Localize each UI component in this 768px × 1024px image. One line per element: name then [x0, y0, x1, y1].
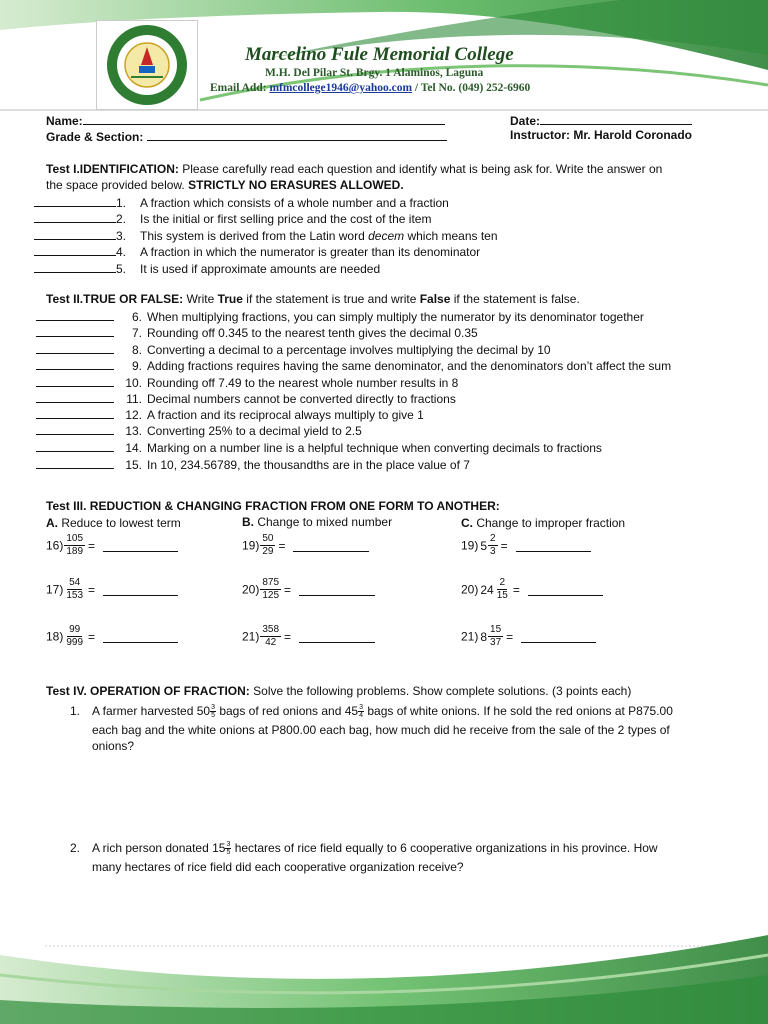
denominator: 999 [66, 637, 84, 648]
problem-1-frac-1 [210, 704, 216, 719]
item-number: 8. [131, 343, 142, 357]
item-number: 9. [131, 359, 142, 373]
col-b-letter: B. [242, 515, 254, 529]
problem-number: 16) [46, 538, 64, 553]
item-number: 15. [125, 458, 142, 472]
col-c-label: Change to improper fraction [476, 516, 626, 530]
numerator: 358 [262, 624, 280, 635]
answer-blank[interactable] [36, 390, 114, 403]
tel-number: / Tel No. (049) 252-6960 [414, 82, 531, 94]
problem-2-frac [225, 841, 231, 856]
college-address: M.H. Del Pilar St. Brgy. 1 Alaminos, Laguna [265, 67, 484, 79]
answer-blank[interactable] [521, 630, 596, 643]
problem-2 [70, 841, 658, 856]
conversion-problem [46, 624, 178, 649]
test2-item [36, 324, 478, 340]
col-a-header [46, 516, 181, 530]
item-text: Adding fractions requires having the same denominator, and the denominators don’t affect the sum [147, 359, 672, 373]
answer-blank[interactable] [36, 374, 114, 387]
item-text: A fraction which consists of a whole number and a fraction [140, 196, 449, 210]
test2-title: Test II.TRUE OR FALSE: [46, 292, 184, 306]
problem-number: 19) [242, 538, 260, 553]
denominator: 42 [265, 637, 277, 648]
item-number: 4. [116, 245, 127, 259]
test1-instr-b: the space provided below. [46, 178, 185, 192]
test2-item [36, 456, 470, 472]
col-a-letter: A. [46, 516, 58, 530]
item-text: Is the initial or first selling price and the cost of the item [140, 212, 432, 226]
test1-item [34, 210, 431, 226]
college-seal [96, 20, 198, 110]
email-link[interactable]: mfmcollege1946@yahoo.com [269, 82, 413, 94]
problem-1-text-c: bags of white onions. If he sold the red onions at P875.00 [367, 704, 673, 718]
item-text: Marking on a number line is a helpful technique when converting decimals to fractions [147, 441, 602, 455]
col-b-label: Change to mixed number [257, 515, 393, 529]
problem-1-frac-2-num: 3 [359, 704, 363, 712]
denominator: 125 [262, 590, 280, 601]
item-text: A fraction in which the numerator is greater than its denominator [140, 245, 481, 259]
item-number: 13. [125, 424, 142, 438]
answer-blank[interactable] [103, 630, 178, 643]
item-tail: which means ten [407, 229, 498, 243]
problem-1-frac-2 [358, 704, 364, 719]
conversion-problem [46, 533, 178, 558]
name-label: Name: [46, 114, 83, 128]
answer-blank[interactable] [516, 539, 591, 552]
denominator: 29 [262, 546, 274, 557]
answer-blank[interactable] [34, 227, 116, 240]
answer-blank[interactable] [36, 324, 114, 337]
test2-false-word: False [419, 292, 451, 306]
item-text: In 10, 234.56789, the thousandths are in the place value of 7 [147, 458, 470, 472]
col-c-header [461, 516, 625, 530]
equals-sign: = [284, 582, 292, 597]
item-text: Decimal numbers cannot be converted directly to fractions [147, 392, 456, 406]
numerator: 15 [490, 624, 502, 635]
denominator: 3 [490, 546, 496, 557]
test2-item [36, 390, 456, 406]
test2-instr-a: Write [186, 292, 215, 306]
problem-1-number: 1. [70, 704, 81, 718]
numerator: 50 [262, 533, 274, 544]
numerator: 2 [499, 577, 506, 588]
answer-blank[interactable] [34, 194, 116, 207]
denominator: 37 [490, 637, 502, 648]
test2-item [36, 439, 602, 455]
item-number: 12. [125, 408, 142, 422]
conversion-problem [461, 577, 603, 602]
answer-blank[interactable] [36, 357, 114, 370]
problem-1-frac-2-den: 4 [359, 712, 363, 720]
test2-instr-c: if the statement is false. [453, 292, 580, 306]
item-number: 6. [131, 310, 142, 324]
answer-blank[interactable] [299, 630, 375, 643]
test2-item [36, 357, 671, 373]
test2-item [36, 341, 551, 357]
test1-title: Test I.IDENTIFICATION: [46, 162, 179, 176]
item-number: 14. [125, 441, 142, 455]
problem-number: 18) [46, 629, 64, 644]
test3-title: Test III. REDUCTION & CHANGING FRACTION FROM ONE FORM TO ANOTHER: [46, 499, 500, 513]
problem-number: 19) [461, 538, 479, 553]
equals-sign: = [500, 538, 508, 553]
problem-number: 20) [242, 582, 260, 597]
answer-blank[interactable] [34, 210, 116, 223]
fraction [64, 533, 85, 558]
answer-blank[interactable] [36, 439, 114, 452]
col-b-header [242, 515, 392, 529]
problem-1-frac-1-den: 5 [211, 712, 215, 720]
conversion-problem [242, 624, 375, 649]
fraction [260, 624, 281, 649]
problem-1-text-a: A farmer harvested 50 [92, 704, 211, 718]
answer-blank[interactable] [36, 406, 114, 419]
numerator: 875 [262, 577, 280, 588]
conversion-problem [461, 533, 591, 558]
denominator: 153 [66, 590, 84, 601]
problem-number: 20) [461, 582, 479, 597]
answer-blank[interactable] [36, 341, 114, 354]
test4-instr: Solve the following problems. Show complete solutions. (3 points each) [253, 684, 632, 698]
problem-number: 21) [242, 629, 260, 644]
problem-1-text-b: bags of red onions and 45 [219, 704, 359, 718]
item-text: A fraction and its reciprocal always multiply to give 1 [147, 408, 424, 422]
fraction [64, 577, 85, 602]
date-label: Date: [510, 114, 541, 128]
test4-instructions [46, 684, 631, 698]
numerator: 99 [69, 624, 81, 635]
equals-sign: = [88, 538, 96, 553]
numerator: 2 [490, 533, 496, 544]
col-a-label: Reduce to lowest term [61, 516, 181, 530]
test2-item [36, 374, 458, 390]
grade-field[interactable] [46, 128, 447, 144]
item-text: Converting 25% to a decimal yield to 2.5 [147, 424, 362, 438]
answer-blank[interactable] [34, 260, 116, 273]
test1-item [34, 194, 449, 210]
answer-blank[interactable] [528, 583, 603, 596]
fraction [495, 577, 510, 602]
equals-sign: = [284, 629, 292, 644]
item-number: 11. [126, 392, 142, 406]
answer-blank[interactable] [34, 243, 116, 256]
whole-number: 8 [480, 629, 488, 644]
test2-instr-b: if the statement is true and write [246, 292, 417, 306]
test2-item [36, 406, 424, 422]
test1-item [34, 260, 380, 276]
problem-2-frac-den: 5 [226, 849, 231, 857]
test1-instructions [46, 162, 662, 176]
item-text: Converting a decimal to a percentage involves multiplying the decimal by 10 [147, 343, 551, 357]
item-text: This system is derived from the Latin word [140, 229, 365, 243]
test2-instructions [46, 292, 580, 306]
item-number: 2. [116, 212, 127, 226]
email-label: Email Add: [210, 82, 267, 94]
grade-label: Grade & Section: [46, 130, 144, 144]
item-number: 1. [116, 196, 127, 210]
test2-item [36, 422, 362, 438]
problem-number: 21) [461, 629, 479, 644]
college-name: Marcelino Fule Memorial College [245, 44, 514, 65]
answer-blank[interactable] [299, 583, 375, 596]
problem-1-line-2: each bag and the white onions at P800.00 each bag, how much did he receive from the sale of the 2 types of [92, 723, 670, 737]
answer-blank[interactable] [36, 422, 114, 435]
equals-sign: = [88, 582, 96, 597]
item-text: Rounding off 0.345 to the nearest tenth gives the decimal 0.35 [147, 326, 478, 340]
contact-line [210, 82, 530, 94]
fraction [488, 533, 498, 558]
fraction [64, 624, 85, 649]
fraction [260, 577, 281, 602]
conversion-problem [242, 533, 369, 558]
fraction [488, 624, 503, 649]
answer-blank[interactable] [36, 456, 114, 469]
date-field[interactable] [510, 112, 692, 128]
denominator: 15 [496, 590, 508, 601]
answer-blank[interactable] [103, 539, 178, 552]
equals-sign: = [512, 582, 520, 597]
whole-number: 24 [480, 582, 494, 597]
item-text: It is used if approximate amounts are needed [140, 262, 381, 276]
numerator: 105 [66, 533, 84, 544]
item-number: 3. [116, 229, 127, 243]
problem-2-number: 2. [70, 841, 81, 855]
item-emphasis: decem [368, 229, 405, 243]
conversion-problem [242, 577, 375, 602]
test1-instr-bold: STRICTLY NO ERASURES ALLOWED. [188, 178, 404, 192]
problem-2-text-b: hectares of rice field equally to 6 cooperative organizations in his province. How [234, 841, 658, 855]
problem-2-frac-num: 3 [226, 841, 231, 849]
item-number: 5. [116, 262, 127, 276]
problem-number: 17) [46, 582, 64, 597]
answer-blank[interactable] [293, 539, 369, 552]
problem-1 [70, 704, 673, 719]
conversion-problem [46, 577, 178, 602]
answer-blank[interactable] [103, 583, 178, 596]
test1-item [34, 227, 498, 243]
conversion-problem [461, 624, 596, 649]
fraction [260, 533, 275, 558]
test1-item [34, 243, 480, 259]
answer-blank[interactable] [36, 308, 114, 321]
col-c-letter: C. [461, 516, 473, 530]
item-number: 10. [125, 376, 142, 390]
equals-sign: = [506, 629, 514, 644]
equals-sign: = [88, 629, 96, 644]
item-text: When multiplying fractions, you can simply multiply the numerator by its denominator together [147, 310, 644, 324]
test1-instructions-2 [46, 178, 404, 192]
instructor: Instructor: Mr. Harold Coronado [510, 128, 693, 142]
test2-item [36, 308, 644, 324]
test1-instr-a: Please carefully read each question and identify what is being ask for. Write the answer on [182, 162, 663, 176]
equals-sign: = [278, 538, 286, 553]
problem-2-line-2: many hectares of rice field did each cooperative organization receive? [92, 860, 464, 874]
footer-wave-decoration [0, 915, 768, 1024]
test2-true-word: True [217, 292, 243, 306]
whole-number: 5 [480, 538, 488, 553]
denominator: 189 [66, 546, 84, 557]
problem-2-text-a: A rich person donated 15 [92, 841, 226, 855]
item-text: Rounding off 7.49 to the nearest whole number results in 8 [147, 376, 459, 390]
problem-1-line-3: onions? [92, 739, 135, 753]
problem-1-frac-1-num: 3 [211, 704, 215, 712]
name-field[interactable] [46, 112, 445, 128]
numerator: 54 [69, 577, 81, 588]
item-number: 7. [131, 326, 142, 340]
test4-title: Test IV. OPERATION OF FRACTION: [46, 684, 250, 698]
